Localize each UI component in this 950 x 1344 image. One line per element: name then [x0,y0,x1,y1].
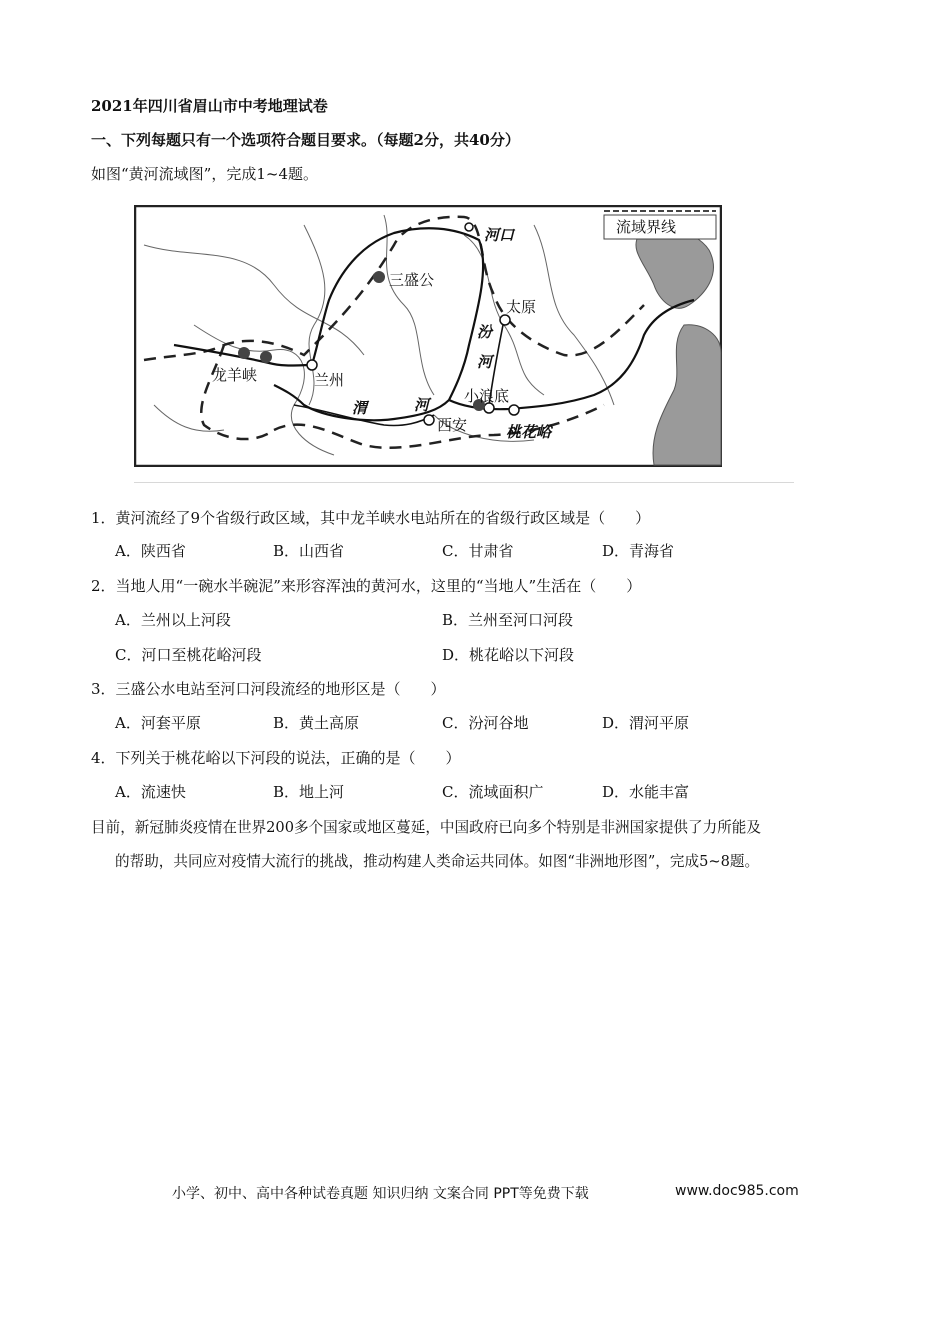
question-3-option-b: B．黄土高原 [273,714,360,732]
taiyuan-marker [500,315,510,325]
longyangxia-station-icon [238,347,250,359]
map-label-taiyuan: 太原 [506,298,537,316]
question-3-option-c: C．汾河谷地 [442,714,529,732]
map-label-longyangxia: 龙羊峡 [212,366,258,384]
question-4-option-a: A．流速快 [115,783,186,801]
map-divider [134,482,794,483]
map-label-xian: 西安 [437,416,468,434]
question-1-option-a: A．陕西省 [115,542,186,560]
intro-questions-5-8-line-1: 目前，新冠肺炎疫情在世界200多个国家或地区蔓延，中国政府已向多个特别是非洲国家提供了力所能及 [91,819,761,836]
footer-text: 小学、初中、高中各种试卷真题 知识归纳 文案合同 PPT等免费下载 [172,1186,589,1202]
map-label-he-wei: 河 [414,396,430,414]
question-1-option-c: C．甘肃省 [442,542,514,560]
question-1-option-b: B．山西省 [273,542,345,560]
question-1-stem: 1．黄河流经了9个省级行政区域，其中龙羊峡水电站所在的省级行政区域是（ ） [91,509,651,527]
intro-questions-1-4: 如图“黄河流域图”，完成1~4题。 [91,165,318,183]
footer-url[interactable]: www.doc985.com [675,1183,799,1199]
question-2-option-c: C．河口至桃花峪河段 [115,646,262,664]
map-label-hekou: 河口 [484,226,515,244]
map-label-sanshenggong: 三盛公 [389,271,435,289]
xian-marker [424,415,434,425]
question-4-option-d: D．水能丰富 [602,783,690,801]
exam-title: 2021年四川省眉山市中考地理试卷 [91,97,328,115]
question-2-option-d: D．桃花峪以下河段 [442,646,575,664]
map-label-lanzhou: 兰州 [314,371,345,389]
hekou-marker [465,223,473,231]
lanzhou-marker [307,360,317,370]
map-label-he-fen: 河 [477,353,493,371]
question-3-option-a: A．河套平原 [115,714,201,732]
question-4-option-c: C．流域面积广 [442,783,544,801]
sanshenggong-station-icon [373,271,385,283]
yellow-river-basin-map [134,205,722,467]
question-3-stem: 3．三盛公水电站至河口河段流经的地形区是（ ） [91,680,446,698]
map-label-wei: 渭 [352,399,368,417]
map-label-xiaolangdi: 小浪底 [464,387,510,405]
question-2-option-a: A．兰州以上河段 [115,611,231,629]
map-label-taohuayu: 桃花峪 [506,423,552,441]
section-heading: 一、下列每题只有一个选项符合题目要求。（每题2分，共40分） [91,131,520,149]
question-3-option-d: D．渭河平原 [602,714,690,732]
question-4-stem: 4．下列关于桃花峪以下河段的说法，正确的是（ ） [91,749,461,767]
question-1-option-d: D．青海省 [602,542,675,560]
question-4-option-b: B．地上河 [273,783,345,801]
taohuayu-marker [509,405,519,415]
hydro-station-icon [260,351,272,363]
map-label-fen: 汾 [477,323,493,341]
question-2-stem: 2．当地人用“一碗水半碗泥”来形容浑浊的黄河水，这里的“当地人”生活在（ ） [91,577,642,595]
question-2-option-b: B．兰州至河口河段 [442,611,574,629]
intro-questions-5-8-line-2: 的帮助，共同应对疫情大流行的挑战，推动构建人类命运共同体。如图“非洲地形图”，完成5~8题。 [115,853,760,870]
map-legend-label: 流域界线 [616,218,677,236]
